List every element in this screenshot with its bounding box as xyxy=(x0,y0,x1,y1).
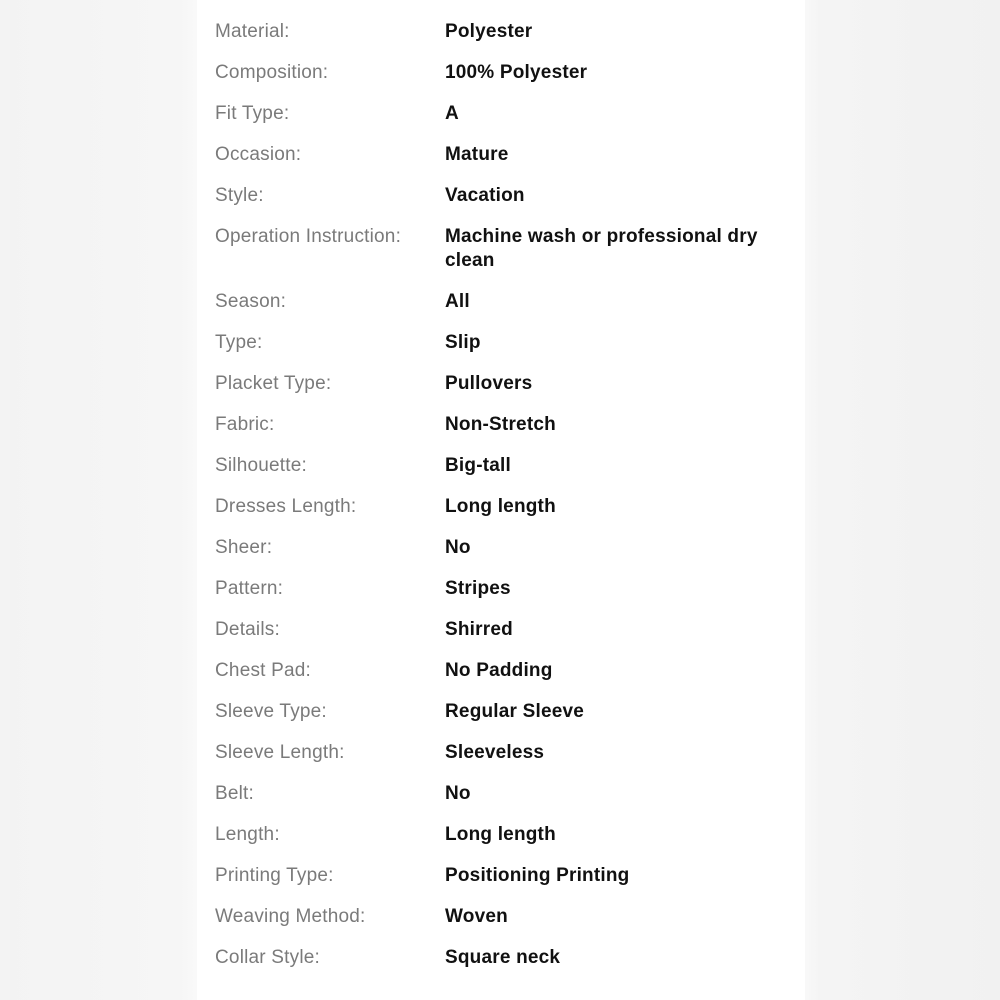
spec-value: Regular Sleeve xyxy=(445,701,585,722)
spec-label: Fit Type: xyxy=(215,103,290,124)
spec-row-placket-type xyxy=(197,372,805,396)
spec-row-fit-type xyxy=(197,102,805,126)
spec-row-occasion xyxy=(197,143,805,167)
spec-row-sheer xyxy=(197,536,805,560)
spec-value: Stripes xyxy=(445,578,511,599)
spec-row-composition xyxy=(197,61,805,85)
spec-label: Sleeve Type: xyxy=(215,701,327,722)
spec-value: No Padding xyxy=(445,660,553,681)
spec-value: Woven xyxy=(445,906,508,927)
spec-label: Details: xyxy=(215,619,280,640)
spec-row-collar-style xyxy=(197,946,805,970)
spec-row-belt xyxy=(197,782,805,806)
spec-label: Dresses Length: xyxy=(215,496,357,517)
spec-label: Chest Pad: xyxy=(215,660,311,681)
spec-row-printing-type xyxy=(197,864,805,888)
spec-label: Type: xyxy=(215,332,263,353)
spec-label: Sleeve Length: xyxy=(215,742,345,763)
spec-label: Belt: xyxy=(215,783,255,804)
product-specifications-panel xyxy=(197,0,805,1000)
spec-label: Length: xyxy=(215,824,280,845)
spec-value: A xyxy=(445,103,459,124)
spec-value: Big-tall xyxy=(445,455,511,476)
spec-value: Slip xyxy=(445,332,481,353)
spec-value: Positioning Printing xyxy=(445,865,630,886)
spec-value: Machine wash or professional dry clean xyxy=(445,226,758,271)
spec-value: Long length xyxy=(445,496,556,517)
spec-label: Collar Style: xyxy=(215,947,321,968)
spec-value: Shirred xyxy=(445,619,513,640)
spec-label: Fabric: xyxy=(215,414,275,435)
spec-value: Pullovers xyxy=(445,373,533,394)
spec-value: 100% Polyester xyxy=(445,62,588,83)
spec-label: Material: xyxy=(215,21,290,42)
spec-label: Style: xyxy=(215,185,264,206)
spec-value: Long length xyxy=(445,824,556,845)
spec-value: Mature xyxy=(445,144,509,165)
spec-row-dresses-length xyxy=(197,495,805,519)
spec-label: Sheer: xyxy=(215,537,273,558)
spec-row-style xyxy=(197,184,805,208)
spec-value: Square neck xyxy=(445,947,561,968)
spec-row-pattern xyxy=(197,577,805,601)
spec-row-type xyxy=(197,331,805,355)
spec-value: Sleeveless xyxy=(445,742,545,763)
spec-label: Printing Type: xyxy=(215,865,334,886)
spec-row-length xyxy=(197,823,805,847)
spec-row-weaving-method xyxy=(197,905,805,929)
spec-label: Season: xyxy=(215,291,287,312)
spec-value: Vacation xyxy=(445,185,525,206)
spec-value: No xyxy=(445,537,471,558)
spec-value: All xyxy=(445,291,470,312)
spec-label: Operation Instruction: xyxy=(215,226,402,247)
spec-label: Weaving Method: xyxy=(215,906,366,927)
spec-value: Polyester xyxy=(445,21,533,42)
spec-value: Non-Stretch xyxy=(445,414,556,435)
spec-row-material xyxy=(197,20,805,44)
spec-row-details xyxy=(197,618,805,642)
spec-value: No xyxy=(445,783,471,804)
spec-list xyxy=(197,20,805,970)
spec-row-fabric xyxy=(197,413,805,437)
spec-label: Composition: xyxy=(215,62,329,83)
spec-label: Placket Type: xyxy=(215,373,332,394)
spec-row-operation-instruction xyxy=(197,225,805,273)
spec-label: Silhouette: xyxy=(215,455,307,476)
spec-label: Pattern: xyxy=(215,578,284,599)
spec-row-sleeve-type xyxy=(197,700,805,724)
spec-label: Occasion: xyxy=(215,144,302,165)
spec-row-chest-pad xyxy=(197,659,805,683)
spec-row-sleeve-length xyxy=(197,741,805,765)
spec-row-silhouette xyxy=(197,454,805,478)
spec-row-season xyxy=(197,290,805,314)
